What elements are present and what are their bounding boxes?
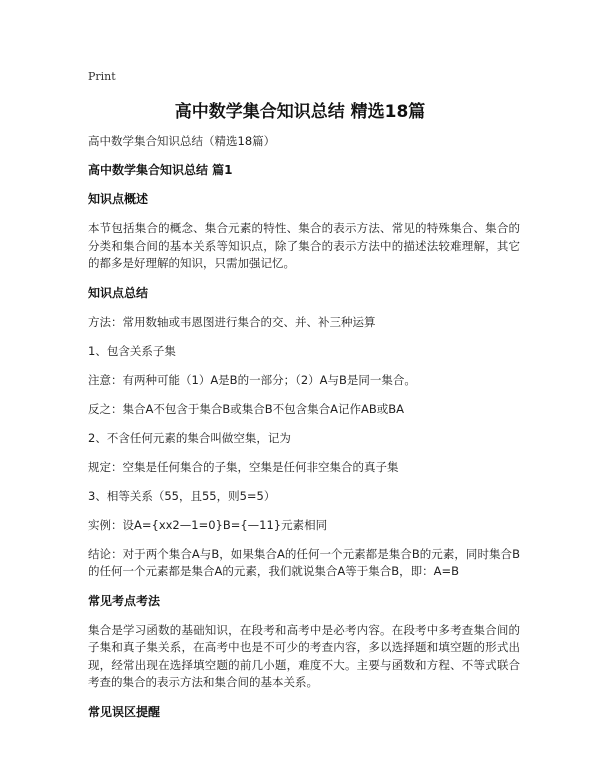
section-heading: 高中数学集合知识总结 篇1	[88, 163, 233, 177]
item-2: 2、不含任何元素的集合叫做空集，记为	[88, 430, 291, 445]
conclusion-paragraph: 结论：对于两个集合A与B，如果集合A的任何一个元素都是集合B的元素，同时集合B的任何一个元素都是集合A的元素，我们就说集合A等于集合B，即：A=B	[88, 546, 520, 578]
item-3: 3、相等关系（55，且55，则5=5）	[88, 488, 276, 503]
heading-exam: 常见考点考法	[88, 593, 161, 608]
example-line: 实例：设A={xx2—1=0}B={—11}元素相同	[88, 517, 328, 532]
document-body	[88, 133, 520, 733]
heading-overview: 知识点概述	[88, 192, 149, 206]
rule-line: 规定：空集是任何集合的子集，空集是任何非空集合的真子集	[88, 459, 399, 474]
contrary-line: 反之：集合A不包含于集合B或集合B不包含集合A记作AB或BA	[88, 401, 405, 416]
heading-summary: 知识点总结	[88, 285, 149, 300]
note-line: 注意：有两种可能（1）A是B的一部分；（2）A与B是同一集合。	[88, 372, 416, 387]
subtitle: 高中数学集合知识总结（精选18篇）	[88, 134, 276, 148]
exam-paragraph: 集合是学习函数的基础知识，在段考和高考中是必考内容。在段考中多考查集合间的子集和真子集关系，在高考中也是不可少的考查内容，多以选择题和填空题的形式出现，经常出现在选择填空题的前几小题，难度不大。主要与函数和方程、不等式联合考查的集合的表示方法和集合间的基本关系。	[88, 622, 520, 689]
page-title: 高中数学集合知识总结 精选18篇	[174, 102, 426, 122]
print-link[interactable]: Print	[88, 70, 116, 83]
overview-paragraph: 本节包括集合的概念、集合元素的特性、集合的表示方法、常见的特殊集合、集合的分类和集合间的基本关系等知识点，除了集合的表示方法中的描述法较难理解，其它的都多是好理解的知识，只需加强记忆。	[88, 221, 520, 270]
item-1: 1、包含关系子集	[88, 343, 176, 358]
method-line: 方法：常用数轴或韦恩图进行集合的交、并、补三种运算	[88, 314, 376, 329]
heading-mistakes: 常见误区提醒	[88, 704, 161, 719]
